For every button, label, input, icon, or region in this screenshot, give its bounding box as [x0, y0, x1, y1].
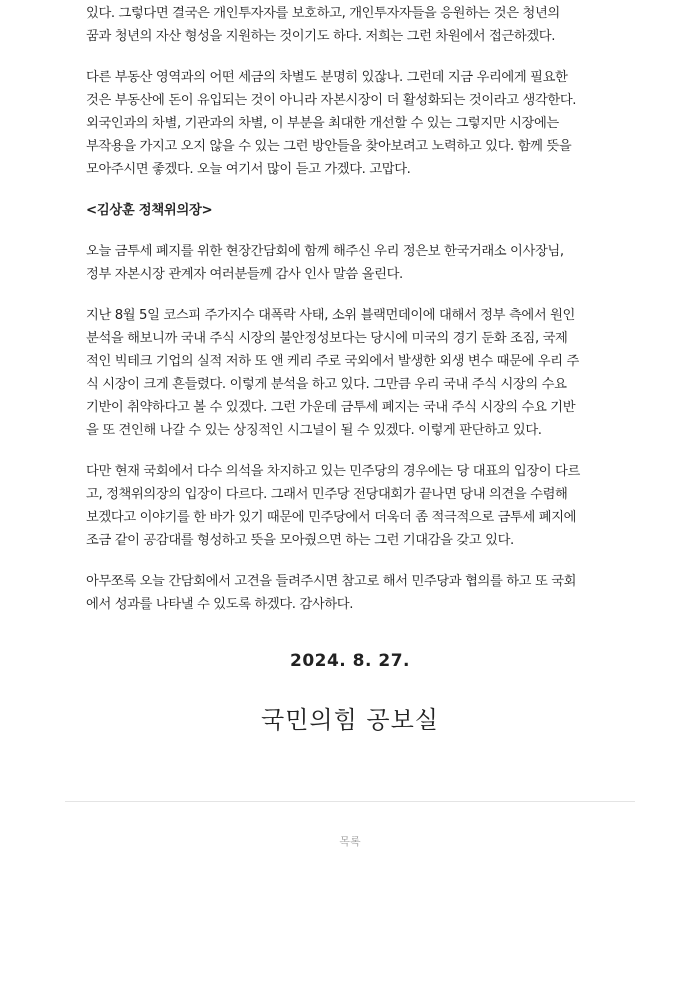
press-release-date: 2024. 8. 27.	[289, 651, 410, 671]
list-button[interactable]: 목록	[339, 835, 361, 848]
paragraph: 있다. 그렇다면 결국은 개인투자자를 보호하고, 개인투자자들을 응원하는 것은 청년의 꿈과 청년의 자산 형성을 지원하는 것이기도 하다. 저희는 그런 차원에서 접근하겠다.	[86, 6, 560, 44]
paragraph: 다른 부동산 영역과의 어떤 세금의 차별도 분명히 있잖나. 그런데 지금 우리에게 필요한 것은 부동산에 돈이 유입되는 것이 아니라 자본시장이 더 활성화되는 것이라고 생각한다. 외국인과의 차별, 기관과의 차별, 이 부분을 최대한 개선할 수 있는 그렇지만 시장에는 부작용을 가지고 오지 않을 수 있는 그런 방안들을 찾아보려고 노력하고 있다. 함께 뜻을 모아주시면 좋겠다. 오늘 여기서 많이 듣고 가겠다. 고맙다.	[86, 70, 577, 177]
speaker-heading: <김상훈 정책위의장>	[86, 203, 213, 218]
paragraph: 다만 현재 국회에서 다수 의석을 차지하고 있는 민주당의 경우에는 당 대표의 입장이 다르 고, 정책위의장의 입장이 다르다. 그래서 민주당 전당대회가 끝나면 당내 의견을 수렴해 보겠다고 이야기를 한 바가 있기 때문에 민주당에서 더욱더 좀 적극적으로 금투세 폐지에 조금 같이 공감대를 형성하고 뜻을 모아줬으면 하는 그런 기대감을 갖고 있다.	[86, 464, 580, 548]
paragraph: 아무쪼록 오늘 간담회에서 고견을 들려주시면 참고로 해서 민주당과 협의를 하고 또 국회 에서 성과를 나타낼 수 있도록 하겠다. 감사하다.	[86, 574, 577, 612]
paragraph: 지난 8월 5일 코스피 주가지수 대폭락 사태, 소위 블랙먼데이에 대해서 정부 측에서 원인 분석을 해보니까 국내 주식 시장의 불안정성보다는 당시에 미국의 경기 둔화 조짐, 국제 적인 빅테크 기업의 실적 저하 또 앤 케리 주로 국외에서 발생한 외생 변수 때문에 우리 주 식 시장이 크게 흔들렸다. 이렇게 분석을 하고 있다. 그만큼 우리 국내 주식 시장의 수요 기반이 취약하다고 볼 수 있겠다. 그런 가운데 금투세 폐지는 국내 주식 시장의 수요 기반 을 또 견인해 나갈 수 있는 상징적인 시그널이 될 수 있겠다. 이렇게 판단하고 있다.	[86, 308, 579, 438]
press-office-name: 국민의힘 공보실	[261, 706, 439, 734]
article-body	[86, 2, 618, 634]
divider	[65, 801, 635, 802]
paragraph: 오늘 금투세 폐지를 위한 현장간담회에 함께 해주신 우리 정은보 한국거래소 이사장님, 정부 자본시장 관계자 여러분들께 감사 인사 말씀 올린다.	[86, 244, 564, 282]
